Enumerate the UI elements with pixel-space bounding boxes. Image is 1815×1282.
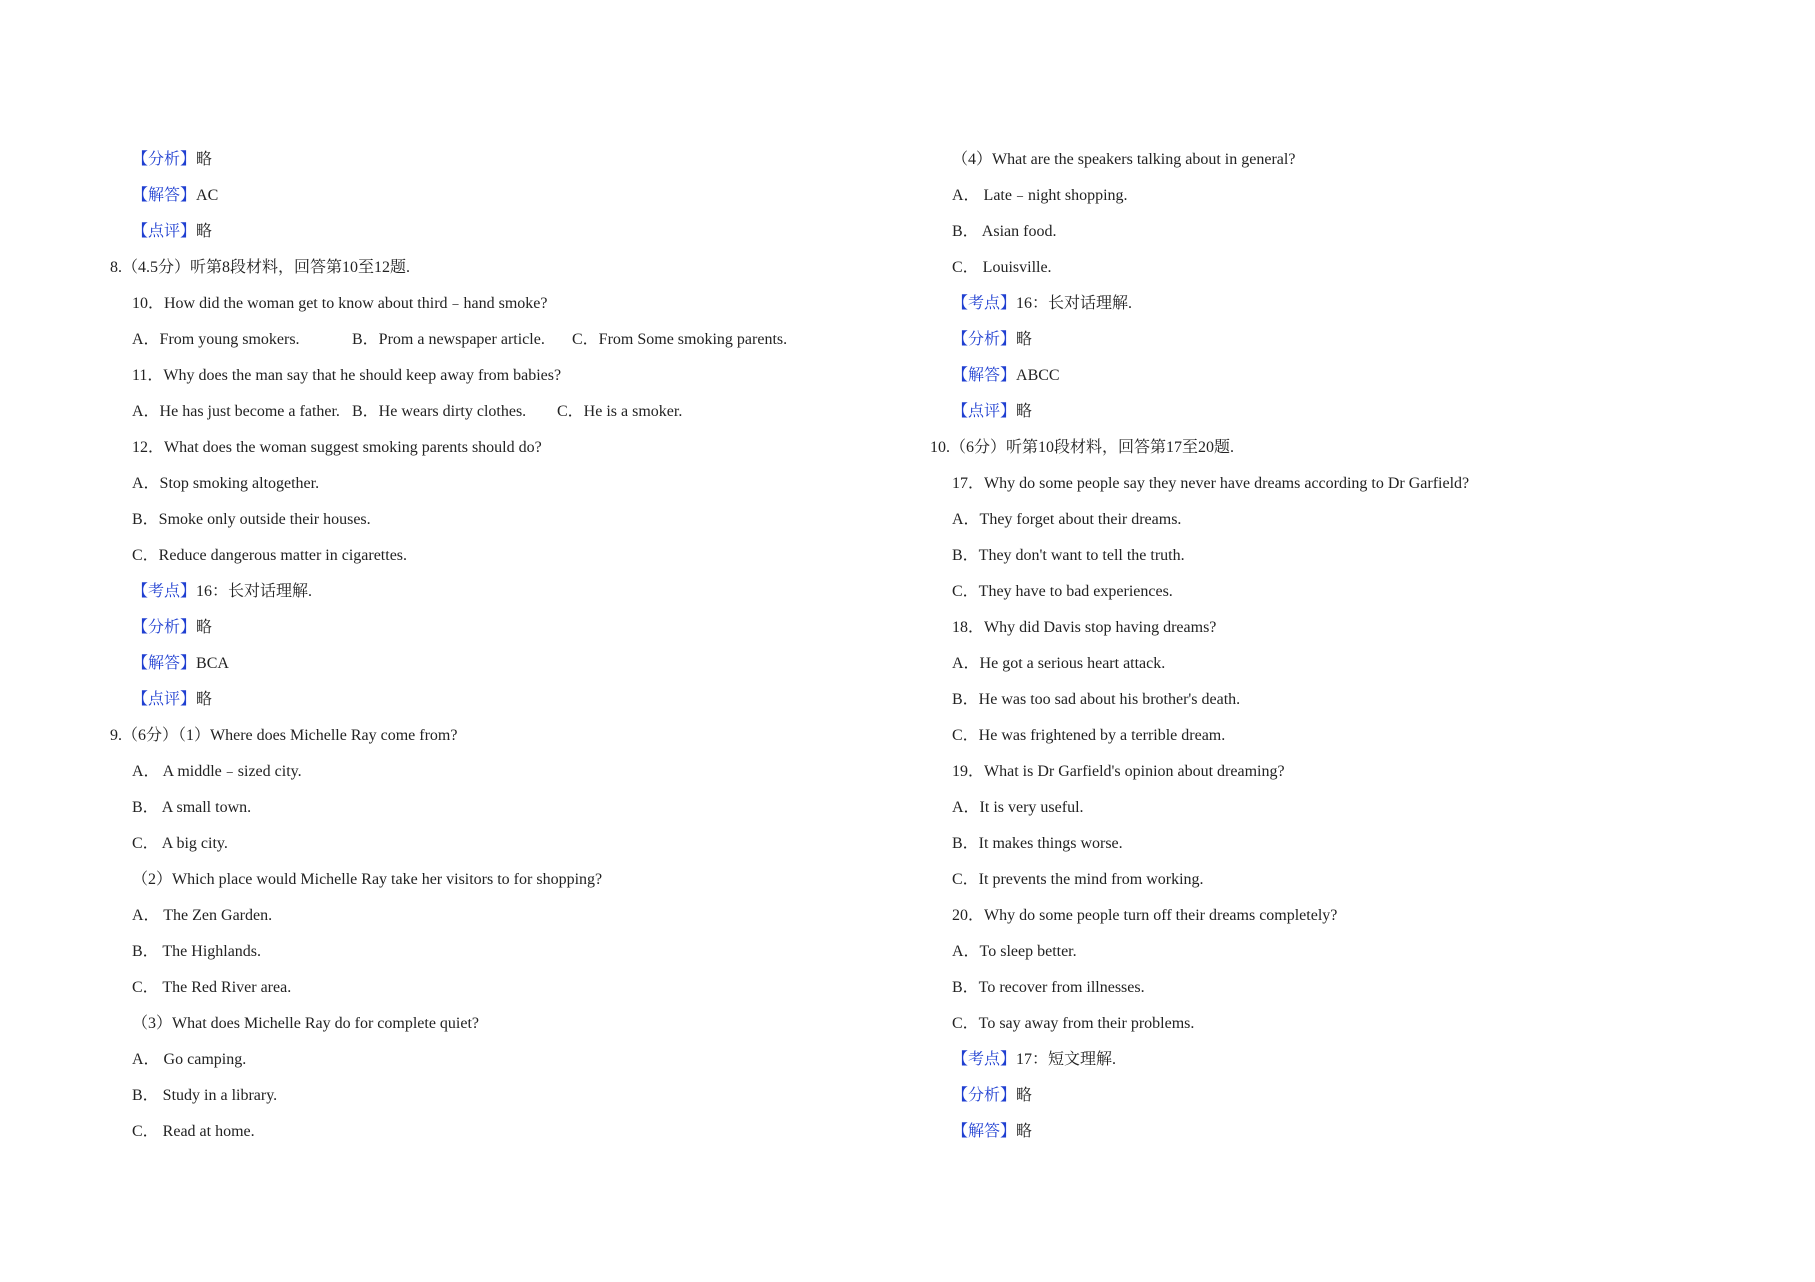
answer-text: BCA xyxy=(196,655,229,672)
answer-tag: 【解答】 xyxy=(952,1123,1017,1140)
key-point-line xyxy=(930,286,1730,322)
question-9-3-option-b: B． Study in a library. xyxy=(132,1087,278,1104)
question-19: 19．What is Dr Garfield's opinion about dreaming? xyxy=(952,763,1285,780)
analysis-text: 略 xyxy=(1016,331,1033,348)
question-19-option-c: C．It prevents the mind from working. xyxy=(952,871,1204,888)
key-point-line xyxy=(930,1042,1730,1078)
key-point-text: 17：短文理解. xyxy=(1016,1051,1117,1068)
comment-text: 略 xyxy=(196,223,213,240)
answer-tag: 【解答】 xyxy=(952,367,1017,384)
question-10-header: 10.（6分）听第10段材料，回答第17至20题. xyxy=(930,439,1235,456)
analysis-text: 略 xyxy=(1016,1087,1033,1104)
answer-tag: 【解答】 xyxy=(132,187,197,204)
question-18-option-a: A．He got a serious heart attack. xyxy=(952,655,1166,672)
comment-line xyxy=(110,682,930,718)
question-17-option-c: C．They have to bad experiences. xyxy=(952,583,1173,600)
comment-tag: 【点评】 xyxy=(132,691,197,708)
answer-text: AC xyxy=(196,187,219,204)
question-9-2-option-c: C． The Red River area. xyxy=(132,979,292,996)
answer-line xyxy=(930,1114,1730,1150)
answer-line xyxy=(110,178,930,214)
question-9-1-option-c: C． A big city. xyxy=(132,835,228,852)
question-19-option-b: B．It makes things worse. xyxy=(952,835,1123,852)
question-9-3-option-a: A． Go camping. xyxy=(132,1051,247,1068)
answer-line xyxy=(110,646,930,682)
comment-tag: 【点评】 xyxy=(132,223,197,240)
option-b: B．Prom a newspaper article. xyxy=(352,331,545,348)
analysis-line xyxy=(110,610,930,646)
key-point-tag: 【考点】 xyxy=(952,1051,1017,1068)
key-point-tag: 【考点】 xyxy=(952,295,1017,312)
question-18-option-c: C．He was frightened by a terrible dream. xyxy=(952,727,1226,744)
question-9-4-option-a: A． Late﹣night shopping. xyxy=(952,187,1128,204)
question-9-2: （2）Which place would Michelle Ray take her visitors to for shopping? xyxy=(132,871,603,888)
question-9-header: 9.（6分）（1）Where does Michelle Ray come from? xyxy=(110,727,458,744)
right-column xyxy=(930,142,1730,1150)
analysis-tag: 【分析】 xyxy=(132,151,197,168)
question-17-option-b: B．They don't want to tell the truth. xyxy=(952,547,1185,564)
analysis-tag: 【分析】 xyxy=(952,331,1017,348)
question-19-option-a: A．It is very useful. xyxy=(952,799,1084,816)
key-point-text: 16：长对话理解. xyxy=(1016,295,1133,312)
question-9-3-option-c: C． Read at home. xyxy=(132,1123,255,1140)
question-11-options xyxy=(110,394,930,430)
question-17: 17．Why do some people say they never have dreams according to Dr Garfield? xyxy=(952,475,1470,492)
question-20-option-c: C．To say away from their problems. xyxy=(952,1015,1195,1032)
question-9-4-option-b: B． Asian food. xyxy=(952,223,1057,240)
answer-tag: 【解答】 xyxy=(132,655,197,672)
analysis-line xyxy=(110,142,930,178)
question-20: 20．Why do some people turn off their dreams completely? xyxy=(952,907,1338,924)
comment-line xyxy=(110,214,930,250)
comment-tag: 【点评】 xyxy=(952,403,1017,420)
question-9-1-option-a: A． A middle﹣sized city. xyxy=(132,763,302,780)
key-point-line xyxy=(110,574,930,610)
question-12: 12．What does the woman suggest smoking parents should do? xyxy=(132,439,542,456)
question-9-4: （4）What are the speakers talking about in general? xyxy=(952,151,1296,168)
analysis-tag: 【分析】 xyxy=(952,1087,1017,1104)
analysis-line xyxy=(930,322,1730,358)
question-18-option-b: B．He was too sad about his brother's death. xyxy=(952,691,1241,708)
option-c: C．He is a smoker. xyxy=(557,403,683,420)
analysis-tag: 【分析】 xyxy=(132,619,197,636)
option-c: C．From Some smoking parents. xyxy=(572,331,788,348)
analysis-text: 略 xyxy=(196,619,213,636)
key-point-text: 16：长对话理解. xyxy=(196,583,313,600)
question-12-option-c: C．Reduce dangerous matter in cigarettes. xyxy=(132,547,408,564)
question-12-option-b: B．Smoke only outside their houses. xyxy=(132,511,371,528)
answer-line xyxy=(930,358,1730,394)
analysis-text: 略 xyxy=(196,151,213,168)
option-a: A．He has just become a father. xyxy=(132,403,340,420)
answer-text: ABCC xyxy=(1016,367,1060,384)
key-point-tag: 【考点】 xyxy=(132,583,197,600)
question-11: 11．Why does the man say that he should keep away from babies? xyxy=(132,367,562,384)
question-12-option-a: A．Stop smoking altogether. xyxy=(132,475,320,492)
left-column xyxy=(110,142,930,1150)
option-b: B．He wears dirty clothes. xyxy=(352,403,527,420)
comment-text: 略 xyxy=(1016,403,1033,420)
question-9-2-option-b: B． The Highlands. xyxy=(132,943,262,960)
question-18: 18．Why did Davis stop having dreams? xyxy=(952,619,1217,636)
question-10: 10．How did the woman get to know about third﹣hand smoke? xyxy=(132,295,548,312)
question-17-option-a: A．They forget about their dreams. xyxy=(952,511,1182,528)
option-a: A．From young smokers. xyxy=(132,331,300,348)
question-20-option-a: A．To sleep better. xyxy=(952,943,1077,960)
comment-line xyxy=(930,394,1730,430)
analysis-line xyxy=(930,1078,1730,1114)
question-9-4-option-c: C． Louisville. xyxy=(952,259,1052,276)
question-9-2-option-a: A． The Zen Garden. xyxy=(132,907,273,924)
question-9-1-option-b: B． A small town. xyxy=(132,799,252,816)
comment-text: 略 xyxy=(196,691,213,708)
question-9-3: （3）What does Michelle Ray do for complete quiet? xyxy=(132,1015,480,1032)
question-8-header: 8.（4.5分）听第8段材料，回答第10至12题. xyxy=(110,259,411,276)
question-20-option-b: B．To recover from illnesses. xyxy=(952,979,1145,996)
answer-text: 略 xyxy=(1016,1123,1033,1140)
question-10-options xyxy=(110,322,930,358)
